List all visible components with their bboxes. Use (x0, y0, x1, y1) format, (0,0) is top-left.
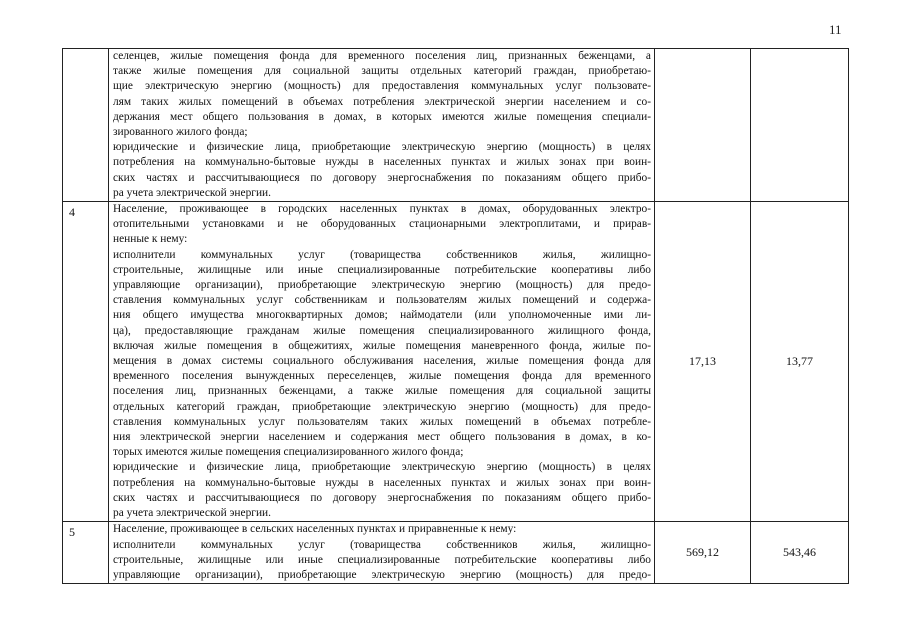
text-line: мещения в домах системы социального обслуживания населения, жилые помещения фонда для (113, 355, 651, 368)
table-row (63, 202, 849, 522)
text-line: также жилые помещения для социальной защиты отдельных категорий граждан, приобретаю- (113, 65, 651, 78)
text-line: строительные, жилищные или иные специализированные потребительские кооперативы либо (113, 263, 651, 276)
text-line: включая жилые помещения в общежитиях, жилые помещения маневренного фонда, жилые по- (113, 339, 651, 352)
text-line: отдельных категорий граждан, приобретающие электрическую энергию (мощность) для предо- (113, 400, 651, 413)
text-line: юридические и физические лица, приобретающие электрическую энергию (мощность) в целях (113, 141, 651, 154)
text-line: ставления коммунальных услуг собственникам и пользователям жилых помещений и содержа- (113, 294, 651, 307)
row-number: 5 (63, 522, 109, 584)
page-number: 11 (829, 22, 842, 37)
text-line: щие электрическую энергию (мощность) для предоставления коммунальных услуг пользовате- (113, 80, 651, 93)
text-line: торых имеются жилые помещения специализированного жилого фонда; (113, 446, 464, 459)
text-line: ра учета электрической энергии. (113, 186, 271, 199)
text-line: потребления на коммунально-бытовые нужды в населенных пунктах и жилых зонах при воин- (113, 476, 651, 489)
text-line: исполнители коммунальных услуг (товарищества собственников жилья, жилищно- (113, 248, 651, 261)
text-line: ца), предоставляющие гражданам жилые помещения специализированного жилищного фонда, (113, 324, 651, 337)
text-line: отопительными установками и не оборудованных стационарными электроплитами, и прирав- (113, 218, 651, 231)
tariff-value-2 (751, 49, 849, 202)
consumer-category-text (109, 49, 654, 201)
tariff-value-2: 543,46 (751, 522, 849, 584)
text-line: ненные к нему: (113, 233, 188, 246)
consumer-category-cell (109, 202, 655, 522)
tariff-value-1: 569,12 (655, 522, 751, 584)
text-line: временного поселения вынужденных переселенцев, жилые помещения фонда для временного (113, 370, 651, 383)
tariff-value-1: 17,13 (655, 202, 751, 522)
row-number: 4 (63, 202, 109, 522)
consumer-category-cell (109, 522, 655, 584)
text-line: ния электрической энергии населением и содержания мест общего пользования в домах, в ко- (113, 431, 651, 444)
text-line: ских частях и рассчитывающиеся по договору энергоснабжения по показаниям общего прибо- (113, 491, 651, 504)
text-line: Население, проживающее в городских населенных пунктах в домах, оборудованных электро- (113, 203, 651, 216)
table-row (63, 522, 849, 584)
text-line: управляющие организации), приобретающие электрическую энергию (мощность) для предо- (113, 279, 651, 292)
text-line: держания мест общего пользования в домах, в которых имеются жилые помещения специали- (113, 110, 651, 123)
table-row (63, 49, 849, 202)
consumer-category-cell (109, 49, 655, 202)
text-line: Население, проживающее в сельских населенных пунктах и приравненные к нему: (113, 523, 517, 536)
tariff-value-1 (655, 49, 751, 202)
consumer-category-text (109, 522, 654, 583)
text-line: лям таких жилых помещений в объемах потребления электрической энергии населением и со- (113, 95, 651, 108)
consumer-category-text (109, 202, 654, 521)
text-line: потребления на коммунально-бытовые нужды в населенных пунктах и жилых зонах при воин- (113, 156, 651, 169)
text-line: ра учета электрической энергии. (113, 507, 271, 520)
text-line: ских частях и рассчитывающиеся по договору энергоснабжения по показаниям общего прибо- (113, 171, 651, 184)
text-line: ния общего имущества многоквартирных домов; наймодатели (или уполномоченные ими ли- (113, 309, 651, 322)
text-line: поселения лиц, признанных беженцами, а также жилые помещения для социальной защиты (113, 385, 651, 398)
text-line: строительные, жилищные или иные специализированные потребительские кооперативы либо (113, 553, 651, 566)
text-line: ставления коммунальных услуг пользователям таких жилых помещений в объемах потребле- (113, 415, 651, 428)
text-line: селенцев, жилые помещения фонда для временного поселения лиц, признанных беженцами, а (113, 50, 651, 62)
row-number (63, 49, 109, 202)
tariff-table (62, 48, 849, 584)
text-line: управляющие организации), приобретающие электрическую энергию (мощность) для предо- (113, 568, 651, 581)
text-line: зированного жилого фонда; (113, 126, 248, 139)
tariff-value-2: 13,77 (751, 202, 849, 522)
text-line: юридические и физические лица, приобретающие электрическую энергию (мощность) в целях (113, 461, 651, 474)
text-line: исполнители коммунальных услуг (товарищества собственников жилья, жилищно- (113, 538, 651, 551)
